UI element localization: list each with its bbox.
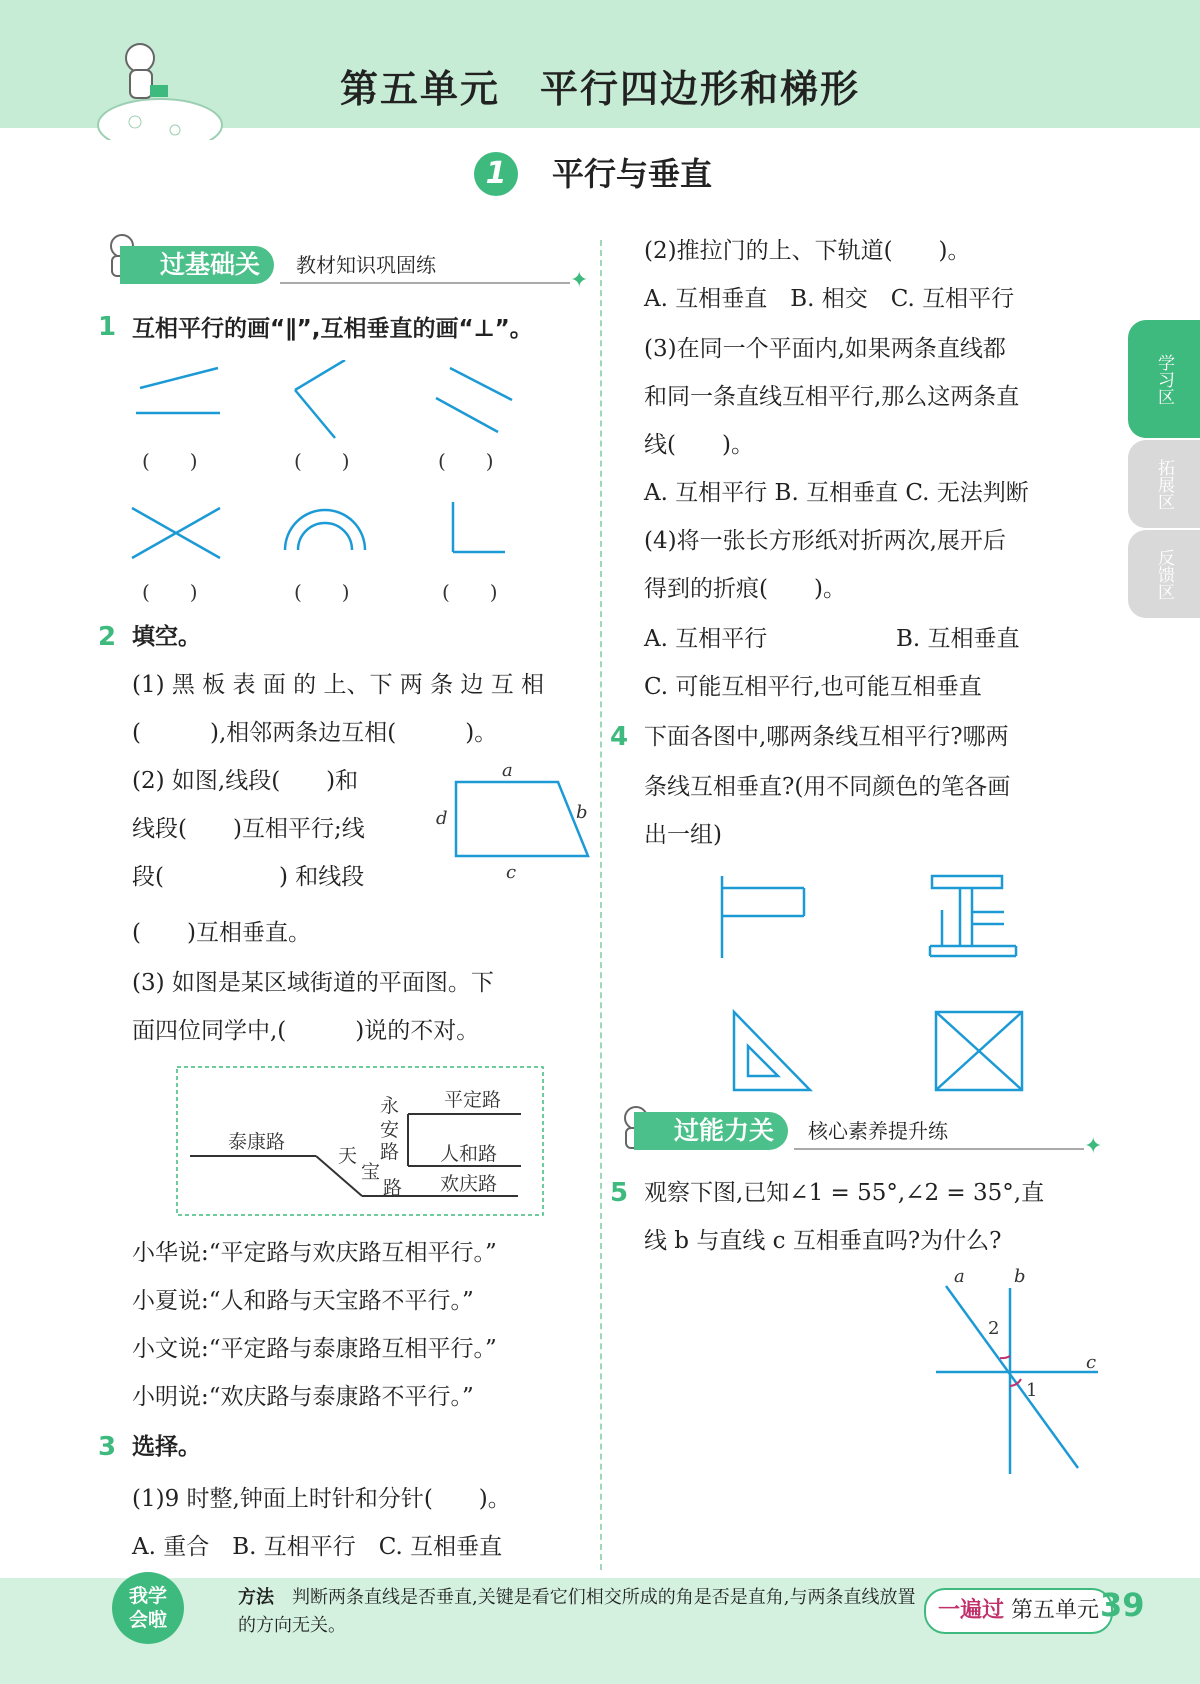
- q2-number: 2: [98, 622, 117, 652]
- q1-number: 1: [98, 312, 117, 342]
- section-basic-subtitle: 教材知识巩固练: [296, 253, 436, 277]
- road-renhe: 人和路: [440, 1143, 498, 1165]
- road-tianbao-2: 宝: [361, 1161, 381, 1183]
- q3-part1-options: A. 重合 B. 互相平行 C. 互相垂直: [132, 1534, 503, 1560]
- q5-number: 5: [610, 1178, 629, 1208]
- q1-answer-1[interactable]: ( ): [142, 449, 198, 473]
- q2-statement-xiaowen: 小文说:“平定路与泰康路互相平行。”: [132, 1336, 497, 1362]
- q3-part3-line1: (3)在同一个平面内,如果两条直线都: [644, 336, 1006, 362]
- trapezoid-figure: [430, 762, 590, 882]
- trapezoid-label-c: c: [506, 862, 517, 882]
- q2-part2-line1: (2) 如图,线段( )和: [132, 768, 359, 794]
- q2-part3-line1: (3) 如图是某区域街道的平面图。下: [132, 970, 494, 996]
- method-label: 方法: [238, 1587, 274, 1608]
- street-map-figure: [176, 1066, 546, 1218]
- angle-label-1: 1: [1026, 1380, 1038, 1401]
- angle-label-2: 2: [988, 1318, 1000, 1339]
- q3-part3-line3: 线( )。: [644, 432, 754, 458]
- q1-answer-4[interactable]: ( ): [142, 580, 198, 604]
- q3-title: 选择。: [132, 1434, 201, 1460]
- q3-part3-options: A. 互相平行 B. 互相垂直 C. 无法判断: [644, 480, 1029, 506]
- brand-name: 一遍过: [938, 1598, 1005, 1623]
- q1-answer-3[interactable]: ( ): [438, 449, 494, 473]
- q5-line1: 观察下图,已知∠1 = 55°,∠2 = 35°,直: [644, 1180, 1045, 1206]
- page-number: 39: [1100, 1586, 1145, 1624]
- q2-part2-line3: 段( ) 和线段: [132, 864, 365, 890]
- star-icon: ✦: [570, 268, 589, 293]
- q2-part2-line2: 线段( )互相平行;线: [132, 816, 365, 842]
- lesson-number-badge: 1: [474, 152, 518, 196]
- tab-feedback-area[interactable]: 反馈区: [1128, 530, 1200, 618]
- column-divider: [600, 240, 602, 1570]
- q1-answer-5[interactable]: ( ): [294, 580, 350, 604]
- q3-part4-option-c: C. 可能互相平行,也可能互相垂直: [644, 674, 982, 700]
- q5-line2: 线 b 与直线 c 互相垂直吗?为什么?: [644, 1228, 1002, 1254]
- q3-number: 3: [98, 1432, 117, 1462]
- q4-figures: [700, 870, 1040, 1100]
- footer-unit: 第五单元: [1011, 1598, 1100, 1623]
- q2-statement-xiaoming: 小明说:“欢庆路与泰康路不平行。”: [132, 1384, 474, 1410]
- q3-part4-option-a: A. 互相平行: [644, 626, 768, 652]
- q3-part4-line2: 得到的折痕( )。: [644, 576, 846, 602]
- road-pingding: 平定路: [444, 1089, 502, 1111]
- q2-part2-line4: ( )互相垂直。: [132, 920, 311, 946]
- section-ability-banner: 过能力关: [634, 1112, 788, 1150]
- star-icon: ✦: [1084, 1134, 1103, 1159]
- method-badge-line1: 我学: [128, 1585, 167, 1607]
- q2-part1-line1: (1) 黑 板 表 面 的 上、下 两 条 边 互 相: [132, 672, 545, 698]
- tab-extension-area[interactable]: 拓展区: [1128, 440, 1200, 528]
- tab-study-area[interactable]: 学习区: [1128, 320, 1200, 438]
- q3-part2: (2)推拉门的上、下轨道( )。: [644, 238, 971, 264]
- section-ability-subtitle: 核心素养提升练: [808, 1119, 948, 1143]
- line-label-c: c: [1086, 1352, 1097, 1373]
- q3-part2-options: A. 互相垂直 B. 相交 C. 互相平行: [644, 286, 1015, 312]
- road-yongan-2: 安: [380, 1119, 400, 1141]
- road-huanqing: 欢庆路: [440, 1173, 498, 1195]
- q3-part3-line2: 和同一条直线互相平行,那么这两条直: [644, 384, 1020, 410]
- lesson-title: 平行与垂直: [552, 155, 713, 193]
- method-badge-line2: 会啦: [128, 1609, 167, 1631]
- line-label-a: a: [954, 1268, 965, 1287]
- section-divider-line: [280, 282, 570, 284]
- method-tip: [238, 1584, 918, 1640]
- road-tianbao-1: 天: [338, 1145, 358, 1167]
- footer-unit-pill: [924, 1588, 1113, 1634]
- q2-part1-line2: ( ),相邻两条边互相( )。: [132, 720, 498, 746]
- road-yongan-3: 路: [380, 1141, 400, 1163]
- q1-answer-6[interactable]: ( ): [442, 580, 498, 604]
- method-badge: [112, 1572, 184, 1644]
- angle-figure: [930, 1268, 1110, 1484]
- section-basic-banner: 过基础关: [120, 246, 274, 284]
- section-divider-line: [794, 1148, 1084, 1150]
- q3-part1: (1)9 时整,钟面上时针和分针( )。: [132, 1486, 511, 1512]
- q1-instruction: 互相平行的画“∥”,互相垂直的画“⊥”。: [132, 316, 533, 342]
- line-label-b: b: [1014, 1268, 1026, 1287]
- trapezoid-label-a: a: [502, 762, 513, 781]
- q4-line3: 出一组): [644, 822, 722, 848]
- q2-statement-xiaoxia: 小夏说:“人和路与天宝路不平行。”: [132, 1288, 474, 1314]
- unit-title: 第五单元 平行四边形和梯形: [339, 67, 860, 111]
- q3-part4-option-b: B. 互相垂直: [896, 626, 1020, 652]
- q4-number: 4: [610, 722, 629, 752]
- road-yongan-1: 永: [380, 1095, 400, 1117]
- road-taikang: 泰康路: [228, 1131, 286, 1153]
- road-tianbao-3: 路: [383, 1177, 403, 1199]
- q2-title: 填空。: [132, 624, 201, 650]
- q2-part3-line2: 面四位同学中,( )说的不对。: [132, 1018, 480, 1044]
- trapezoid-label-d: d: [436, 808, 448, 829]
- q4-line2: 条线互相垂直?(用不同颜色的笔各画: [644, 774, 1011, 800]
- method-text: 判断两条直线是否垂直,关键是看它们相交所成的角是否是直角,与两条直线放置的方向无关。: [238, 1587, 916, 1636]
- q4-line1: 下面各图中,哪两条线互相平行?哪两: [644, 724, 1009, 750]
- q2-statement-xiaohua: 小华说:“平定路与欢庆路互相平行。”: [132, 1240, 497, 1266]
- q3-part4-line1: (4)将一张长方形纸对折两次,展开后: [644, 528, 1006, 554]
- trapezoid-label-b: b: [576, 802, 588, 823]
- q1-answer-2[interactable]: ( ): [294, 449, 350, 473]
